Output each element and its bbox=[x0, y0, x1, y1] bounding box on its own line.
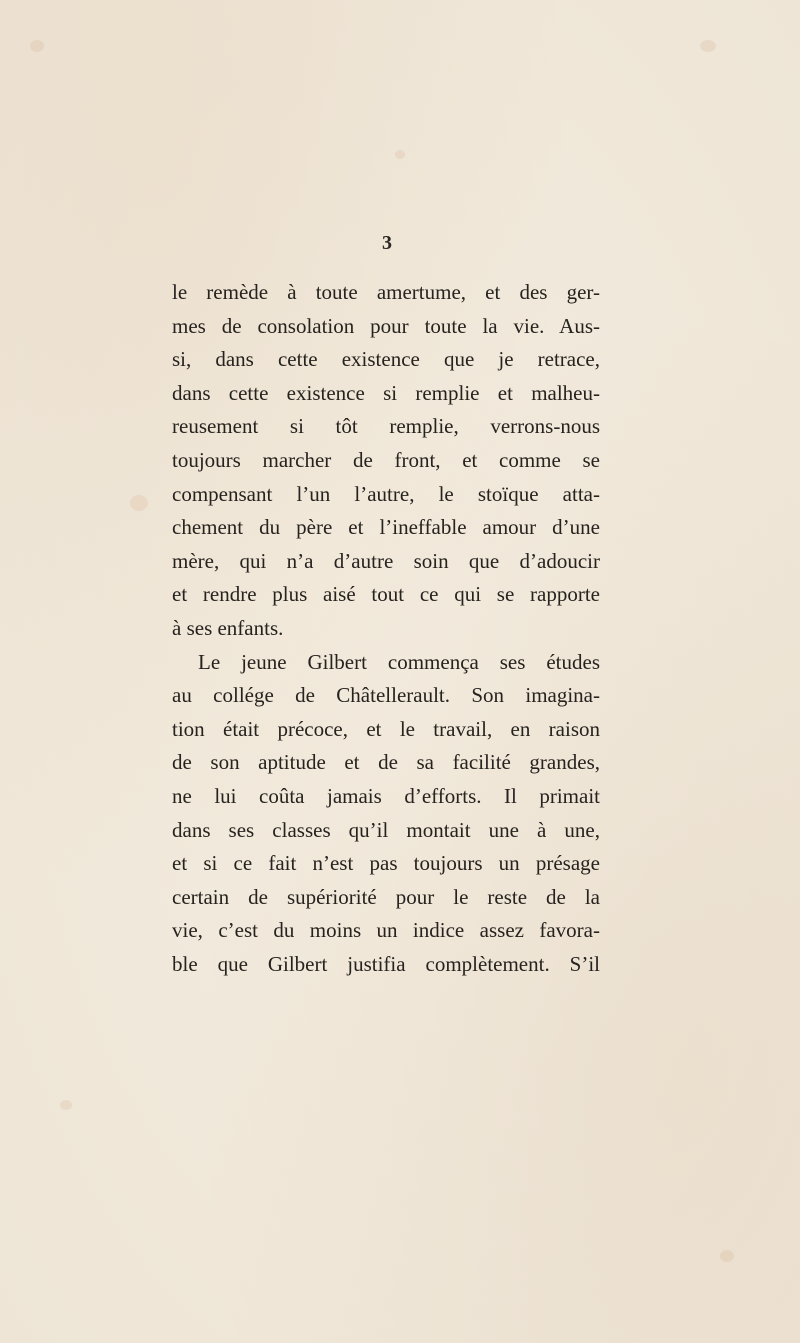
text-line: le remède à toute amertume, et des ger- bbox=[172, 280, 600, 304]
text-line: ne lui coûta jamais d’efforts. Il primait bbox=[172, 783, 600, 808]
text-line: de son aptitude et de sa facilité grandes, bbox=[172, 750, 600, 775]
foxing-spot bbox=[395, 150, 405, 159]
text-line: si, dans cette existence que je retrace, bbox=[172, 347, 600, 372]
foxing-spot bbox=[130, 495, 148, 511]
foxing-spot bbox=[30, 40, 44, 52]
text-line: mes de consolation pour toute la vie. Aus- bbox=[172, 313, 600, 338]
text-line: reusement si tôt remplie, verrons-nous bbox=[172, 414, 600, 439]
text-line: chement du père et l’ineffable amour d’une bbox=[172, 515, 600, 540]
text-line: ble que Gilbert justifia complètement. S’il bbox=[172, 951, 600, 976]
foxing-spot bbox=[60, 1100, 72, 1110]
text-line: compensant l’un l’autre, le stoïque atta- bbox=[172, 481, 600, 506]
text-line: mère, qui n’a d’autre soin que d’adoucir bbox=[172, 548, 600, 573]
text-line: tion était précoce, et le travail, en raison bbox=[172, 716, 600, 741]
text-line: au collége de Châtellerault. Son imagina- bbox=[172, 683, 600, 708]
page-number: 3 bbox=[382, 232, 392, 254]
text-line: et rendre plus aisé tout ce qui se rapporte bbox=[172, 582, 600, 607]
text-line: vie, c’est du moins un indice assez favora- bbox=[172, 918, 600, 943]
text-line: à ses enfants. bbox=[172, 615, 284, 640]
foxing-spot bbox=[700, 40, 716, 52]
text-line: certain de supériorité pour le reste de la bbox=[172, 884, 600, 909]
text-line: Le jeune Gilbert commença ses études bbox=[198, 649, 600, 674]
text-line: dans ses classes qu’il montait une à une, bbox=[172, 817, 600, 842]
foxing-spot bbox=[720, 1250, 734, 1262]
text-line: toujours marcher de front, et comme se bbox=[172, 447, 600, 472]
text-line: et si ce fait n’est pas toujours un présage bbox=[172, 851, 600, 876]
body-text bbox=[172, 276, 600, 981]
text-line: dans cette existence si remplie et malheu- bbox=[172, 380, 600, 405]
